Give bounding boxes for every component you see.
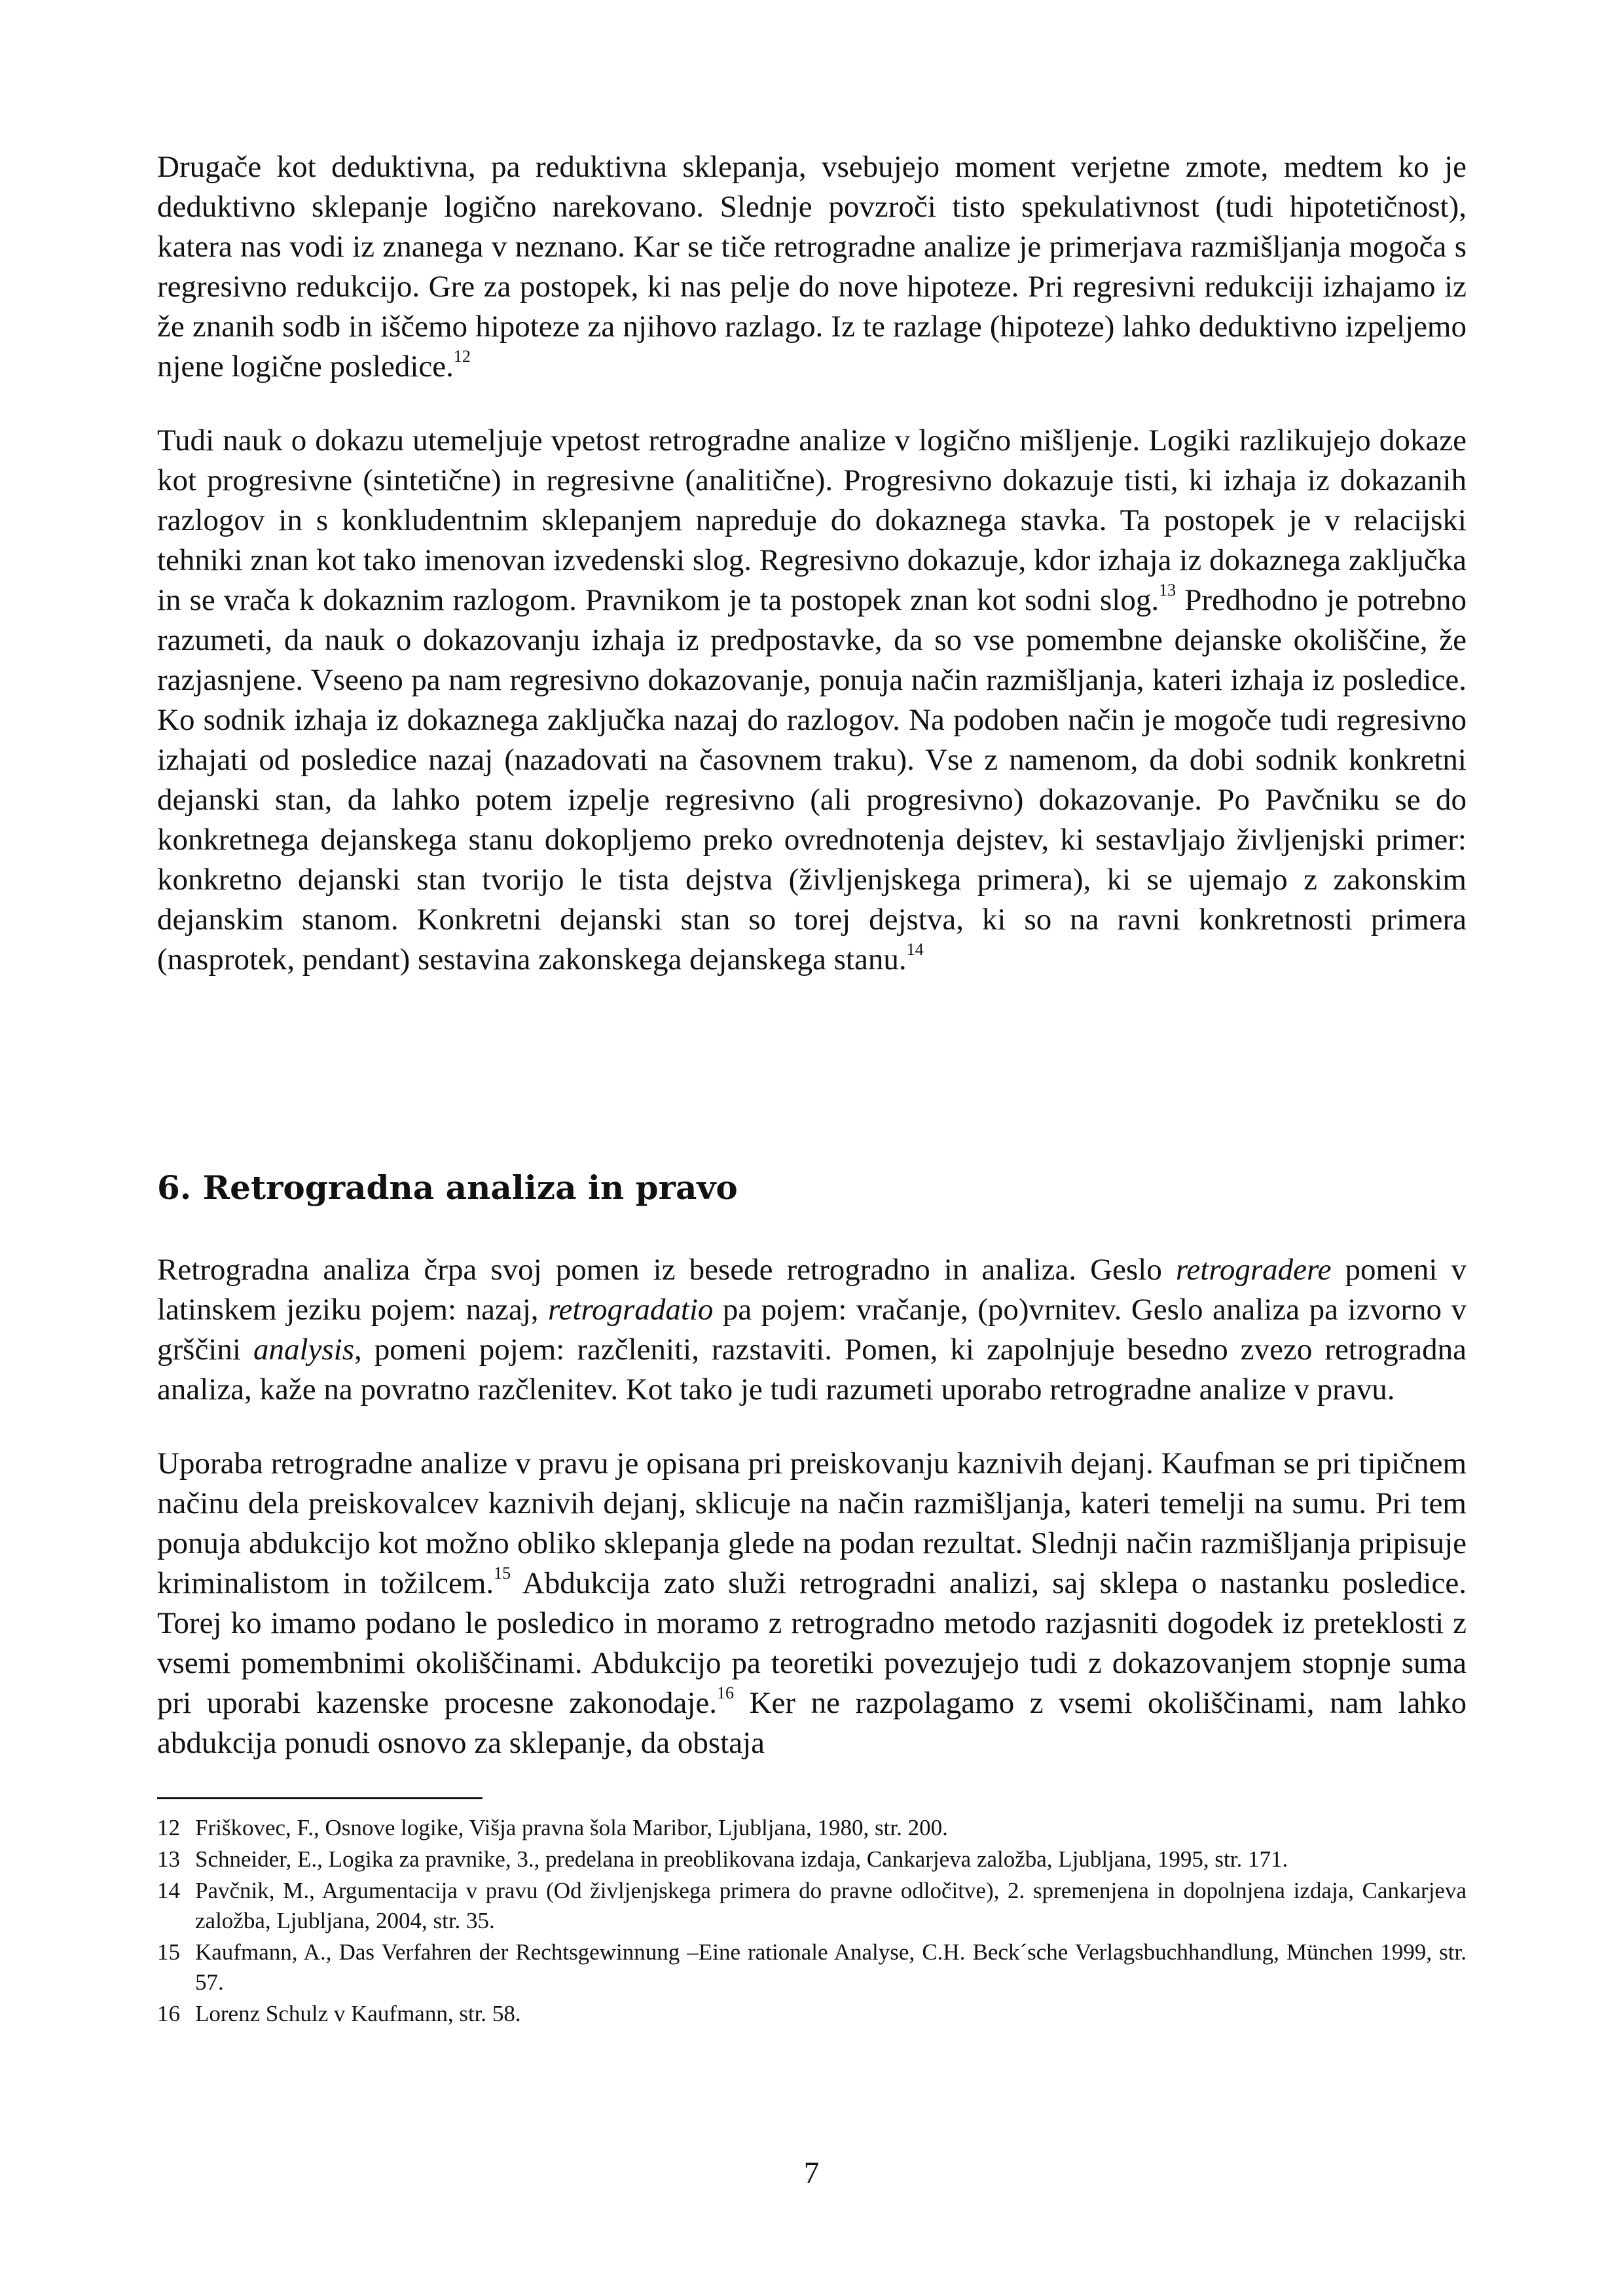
paragraph-proof-doctrine	[157, 421, 1467, 980]
footnote-ref: 12	[453, 347, 471, 366]
footnote-number: 14	[157, 1878, 180, 1903]
footnote-number: 16	[157, 2001, 180, 2026]
paragraph-text: Ker ne razpolagamo z vsemi okoliščinami, nam lahko abdukcija ponudi osnovo za sklepanje, da obstaja	[157, 1686, 1467, 1760]
footnote-item	[157, 1813, 1467, 1843]
italic-term: analysis	[253, 1333, 355, 1367]
italic-term: retrogradatio	[548, 1293, 714, 1327]
paragraph-text: Uporaba retrogradne analize v pravu je opisana pri preiskovanju kaznivih dejanj. Kaufman se pri tipičnem načinu dela preiskovalcev kaznivih dejanj, sklicuje na način razmišljanja, kateri temelji na sumu. Pri tem ponuja abdukcijo kot možno obliko sklepanja glede na podan rezultat. Slednji način razmišljanja pripisuje kriminalistom in tožilcem.	[157, 1446, 1467, 1600]
paragraph-abduction	[157, 1444, 1467, 1763]
footnotes	[157, 1813, 1467, 2030]
footnote-text: Pavčnik, M., Argumentacija v pravu (Od življenjskega primera do pravne odločitve), 2. spremenjena in dopolnjena izdaja, Cankarjeva založba, Ljubljana, 2004, str. 35.	[195, 1878, 1467, 1933]
footnote-ref: 14	[906, 940, 924, 959]
footnote-ref: 15	[494, 1564, 511, 1583]
italic-term: retrogradere	[1175, 1253, 1332, 1287]
paragraph-text: Tudi nauk o dokazu utemeljuje vpetost retrogradne analize v logično mišljenje. Logiki razlikujejo dokaze kot progresivne (sintetične) in regresivne (analitične). Progresivno dokazuje tisti, ki izhaja iz dokazanih razlogov in s konkludentnim sklepanjem napreduje do dokaznega stavka. Ta postopek je v relacijski tehniki znan kot tako imenovan izvedenski slog. Regresivno dokazuje, kdor izhaja iz dokaznega zaključka in se vrača k dokaznim razlogom. Pravnikom je ta postopek znan kot sodni slog.	[157, 423, 1467, 617]
paragraph-text: , pomeni pojem: razčleniti, razstaviti. Pomen, ki zapolnjuje besedno zvezo retrogradna analiza, kaže na povratno razčlenitev. Kot tako je tudi razumeti uporabo retrogradne analize v pravu.	[157, 1333, 1467, 1407]
footnote-number: 13	[157, 1846, 180, 1872]
paragraph-text: Abdukcija zato služi retrogradni analizi, saj sklepa o nastanku posledice. Torej ko imamo podano le posledico in moramo z retrogradno metodo razjasniti dogodek iz preteklosti z vsemi pomembnimi okoliščinami. Abdukcijo pa teoretiki povezujejo tudi z dokazovanjem stopnje suma pri uporabi kazenske procesne zakonodaje.	[157, 1566, 1467, 1720]
paragraph-text: Predhodno je potrebno razumeti, da nauk o dokazovanju izhaja iz predpostavke, da so vse pomembne dejanske okoliščine, že razjasnjene. Vseeno pa nam regresivno dokazovanje, ponuja način razmišljanja, kateri izhaja iz posledice. Ko sodnik izhaja iz dokaznega zaključka nazaj do razlogov. Na podoben način je mogoče tudi regresivno izhajati od posledice nazaj (nazadovati na časovnem traku). Vse z namenom, da dobi sodnik konkretni dejanski stan, da lahko potem izpelje regresivno (ali progresivno) dokazovanje. Po Pavčniku se do konkretnega dejanskega stanu dokopljemo preko ovrednotenja dejstev, ki sestavljajo življenjski primer: konkretno dejanski stan tvorijo le tista dejstva (življenjskega primera), ki se ujemajo z zakonskim dejanskim stanom. Konkretni dejanski stan so torej dejstva, ki so na ravni konkretnosti primera (nasprotek, pendant) sestavina zakonskega dejanskega stanu.	[157, 583, 1467, 977]
footnote-text: Schneider, E., Logika za pravnike, 3., predelana in preoblikovana izdaja, Cankarjeva založba, Ljubljana, 1995, str. 171.	[195, 1846, 1288, 1872]
footnote-number: 15	[157, 1939, 180, 1965]
footnote-item	[157, 1844, 1467, 1874]
footnote-item	[157, 1937, 1467, 1998]
footnote-item	[157, 1999, 1467, 2029]
body-text-top	[157, 147, 1467, 980]
paragraph-text: pa pojem: vračanje, (po)vrnitev. Geslo analiza pa izvorno v grščini	[157, 1293, 1467, 1367]
paragraph-etymology	[157, 1250, 1467, 1410]
paragraph-text: Retrogradna analiza črpa svoj pomen iz besede retrogradno in analiza. Geslo	[157, 1253, 1176, 1287]
footnote-ref: 16	[717, 1683, 735, 1702]
footnote-text: Kaufmann, A., Das Verfahren der Rechtsgewinnung –Eine rationale Analyse, C.H. Beck´sche Verlagsbuchhandlung, München 1999, str. 57.	[195, 1939, 1467, 1995]
body-text-section-6	[157, 1250, 1467, 1763]
footnote-separator	[157, 1797, 483, 1799]
footnote-item	[157, 1876, 1467, 1936]
page-number: 7	[803, 2156, 820, 2190]
footnote-text: Friškovec, F., Osnove logike, Višja pravna šola Maribor, Ljubljana, 1980, str. 200.	[195, 1815, 948, 1840]
paragraph-text: pomeni v latinskem jeziku pojem: nazaj,	[157, 1253, 1467, 1327]
section-heading: 6. Retrogradna analiza in pravo	[157, 1168, 738, 1207]
footnote-text: Lorenz Schulz v Kaufmann, str. 58.	[195, 2001, 521, 2026]
paragraph-text: Drugače kot deduktivna, pa reduktivna sklepanja, vsebujejo moment verjetne zmote, medtem ko je deduktivno sklepanje logično narekovano. Slednje povzroči tisto spekulativnost (tudi hipotetičnost), katera nas vodi iz znanega v neznano. Kar se tiče retrogradne analize je primerjava razmišljanja mogoča s regresivno redukcijo. Gre za postopek, ki nas pelje do nove hipoteze. Pri regresivni redukciji izhajamo iz že znanih sodb in iščemo hipoteze za njihovo razlago. Iz te razlage (hipoteze) lahko deduktivno izpeljemo njene logične posledice.	[157, 150, 1467, 384]
paragraph-reductive-reasoning	[157, 147, 1467, 387]
footnote-number: 12	[157, 1815, 180, 1840]
footnote-ref: 13	[1159, 581, 1176, 600]
